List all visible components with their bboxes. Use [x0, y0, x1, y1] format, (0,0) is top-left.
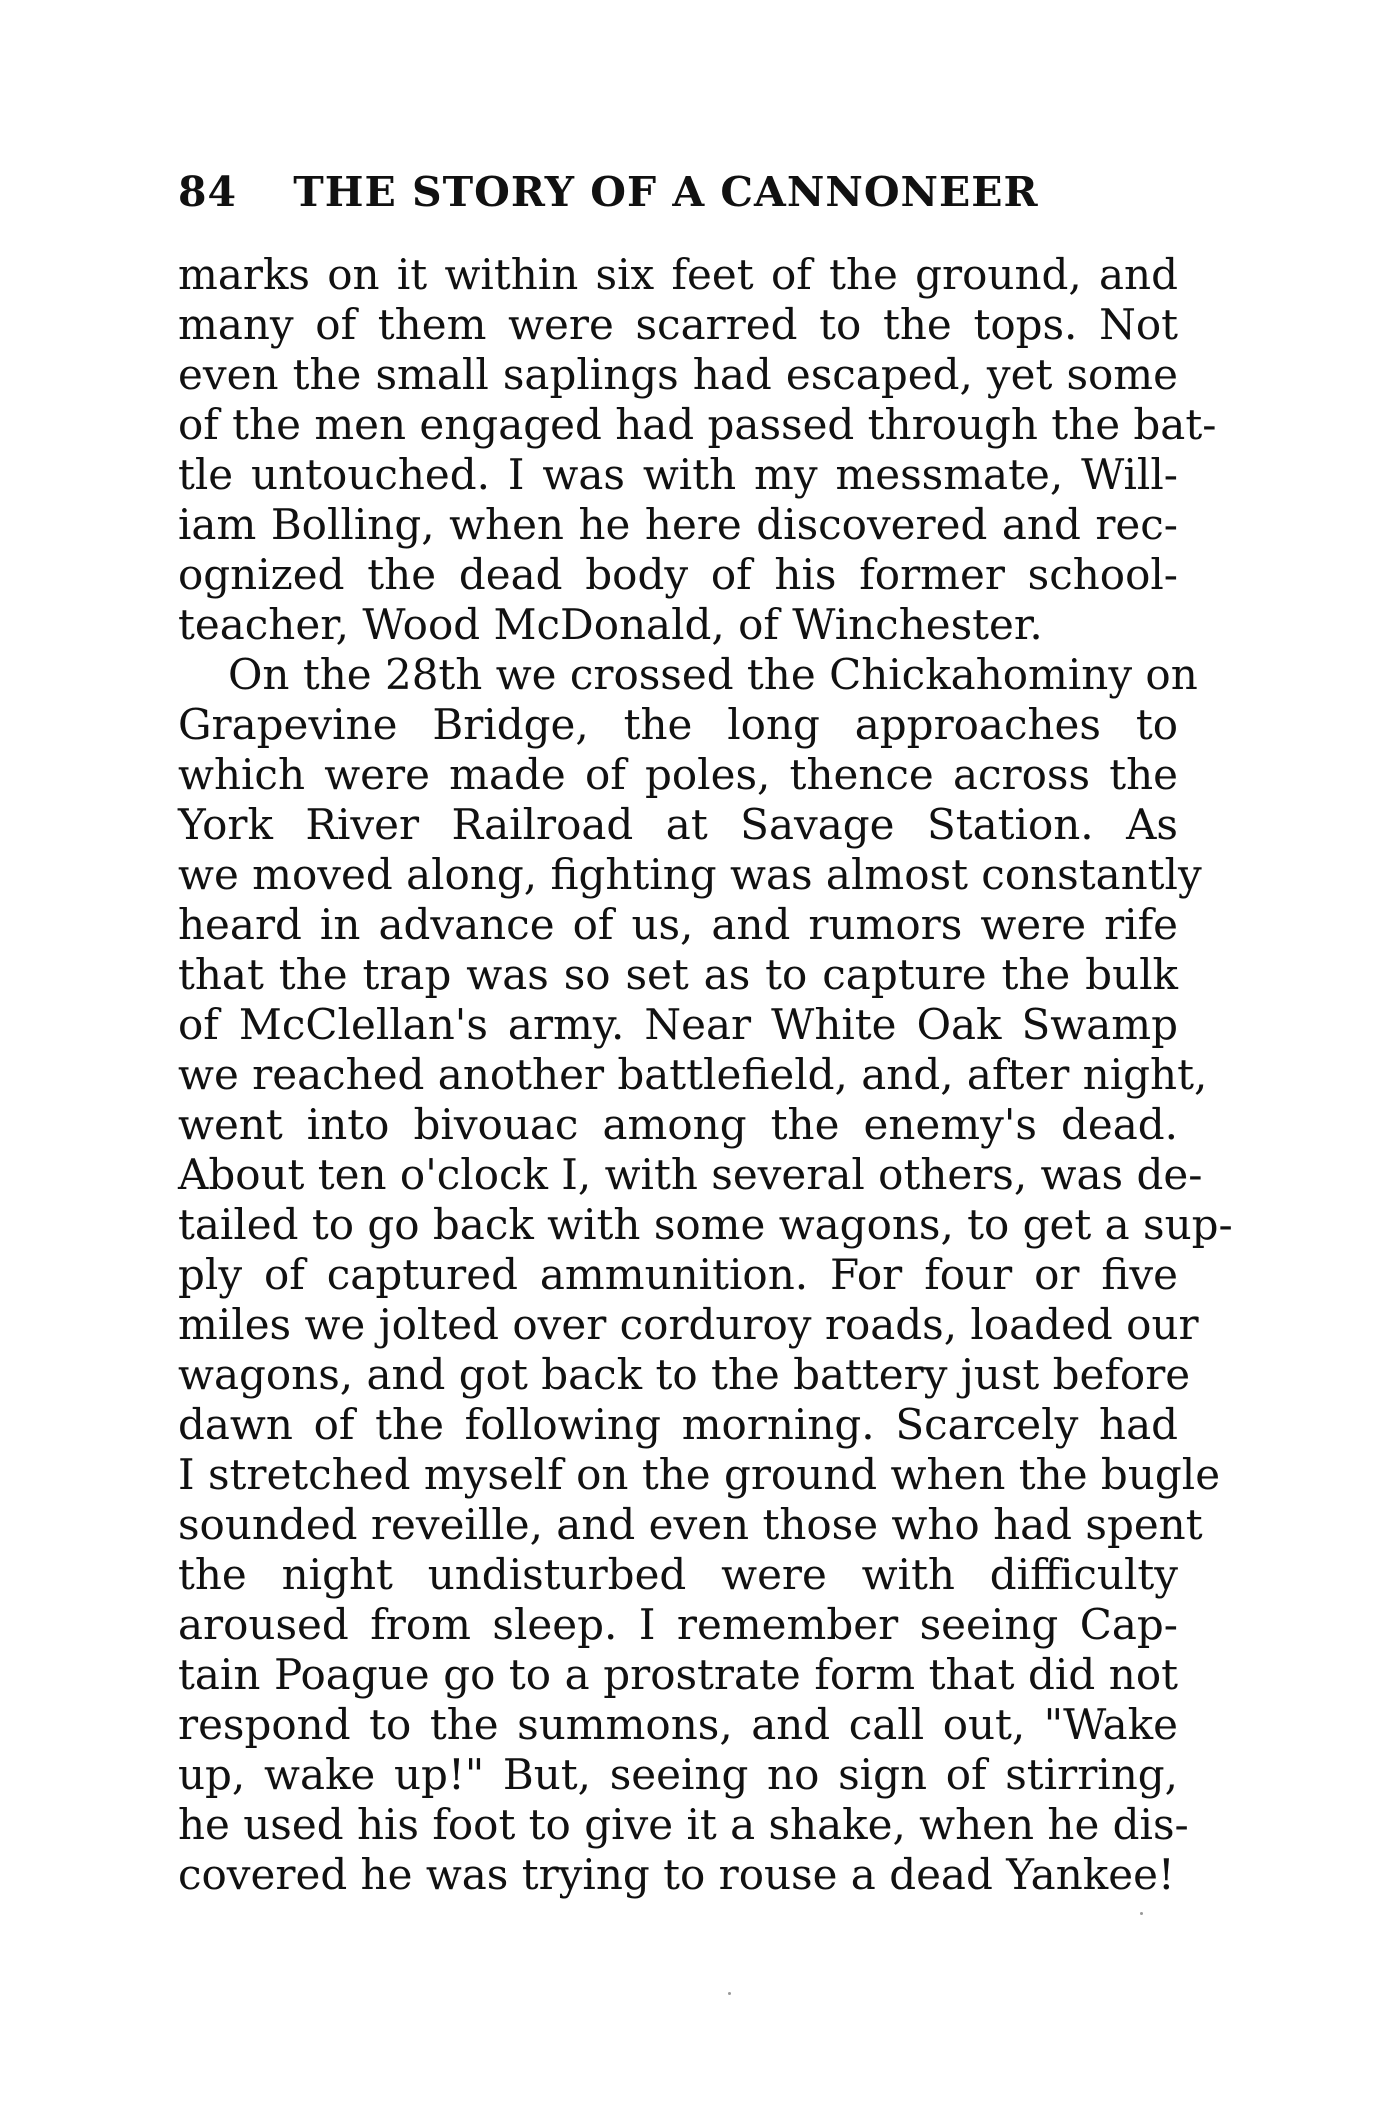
text-line: of McClellan's army. Near White Oak Swamp	[178, 1000, 1178, 1049]
text-line: iam Bolling, when he here discovered and rec-	[178, 500, 1178, 549]
text-line: that the trap was so set as to capture the bulk	[178, 950, 1178, 999]
page-header	[178, 168, 1178, 228]
scan-speck	[1140, 1912, 1143, 1915]
text-line: On the 28th we crossed the Chickahominy on	[228, 650, 1198, 699]
text-line: Grapevine Bridge, the long approaches to	[178, 700, 1178, 749]
text-line: many of them were scarred to the tops. Not	[178, 300, 1178, 349]
text-line: ply of captured ammunition. For four or five	[178, 1250, 1178, 1299]
text-line: About ten o'clock I, with several others, was de-	[178, 1150, 1203, 1199]
text-line: sounded reveille, and even those who had spent	[178, 1500, 1203, 1549]
text-line: respond to the summons, and call out, "Wake	[178, 1700, 1178, 1749]
text-line: dawn of the following morning. Scarcely had	[178, 1400, 1178, 1449]
text-line: heard in advance of us, and rumors were rife	[178, 900, 1178, 949]
page-number: 84	[178, 168, 238, 216]
body-text	[178, 250, 1233, 1900]
text-line: covered he was trying to rouse a dead Yankee!	[178, 1850, 1175, 1899]
text-line: teacher, Wood McDonald, of Winchester.	[178, 600, 1043, 649]
text-line: we moved along, fighting was almost constantly	[178, 850, 1202, 899]
text-line: tain Poague go to a prostrate form that did not	[178, 1650, 1178, 1699]
text-line: wagons, and got back to the battery just before	[178, 1350, 1191, 1399]
text-line: of the men engaged had passed through the bat-	[178, 400, 1217, 449]
running-title: THE STORY OF A CANNONEER	[293, 168, 1039, 216]
scan-speck	[728, 1992, 731, 1995]
text-line: York River Railroad at Savage Station. As	[178, 800, 1178, 849]
text-line: he used his foot to give it a shake, when he dis-	[178, 1800, 1189, 1849]
text-line: went into bivouac among the enemy's dead.	[178, 1100, 1178, 1149]
text-line: up, wake up!" But, seeing no sign of stirring,	[178, 1750, 1178, 1799]
text-line: even the small saplings had escaped, yet some	[178, 350, 1178, 399]
text-line: tle untouched. I was with my messmate, Will-	[178, 450, 1178, 499]
paragraph-2	[178, 650, 1233, 1900]
text-line: I stretched myself on the ground when the bugle	[178, 1450, 1221, 1499]
text-line: the night undisturbed were with difficulty	[178, 1550, 1178, 1599]
text-line: tailed to go back with some wagons, to get a sup-	[178, 1200, 1233, 1249]
paragraph-1	[178, 250, 1217, 650]
text-line: which were made of poles, thence across the	[178, 750, 1178, 799]
text-line: miles we jolted over corduroy roads, loaded our	[178, 1300, 1199, 1349]
text-line: aroused from sleep. I remember seeing Cap-	[178, 1600, 1178, 1649]
text-line: ognized the dead body of his former school-	[178, 550, 1178, 599]
text-line: we reached another battlefield, and, after night,	[178, 1050, 1208, 1099]
text-line: marks on it within six feet of the ground, and	[178, 250, 1178, 299]
